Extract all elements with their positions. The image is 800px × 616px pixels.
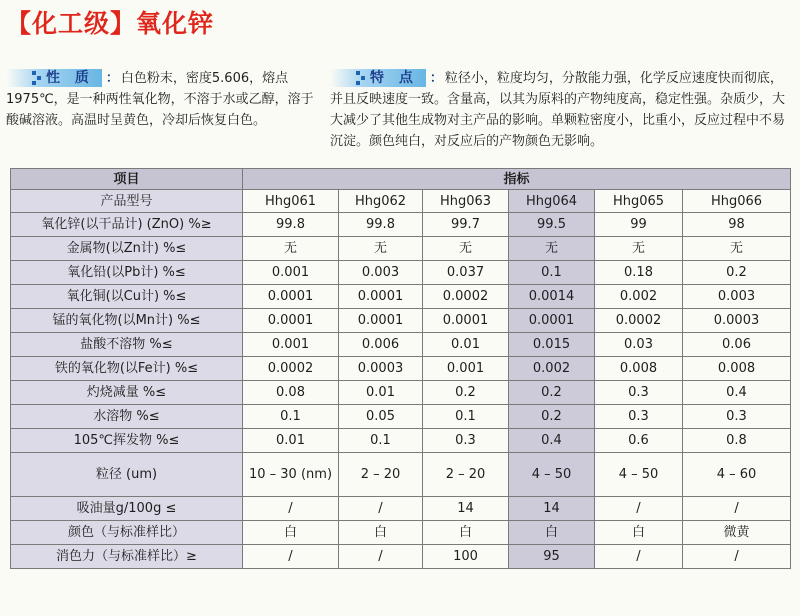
row-label: 氧化铅(以Pb计) %≤ <box>11 261 243 285</box>
properties-section <box>6 68 322 131</box>
value-cell: 99.8 <box>243 213 339 237</box>
table-row <box>11 333 791 357</box>
value-cell: 0.001 <box>423 357 509 381</box>
table-row <box>11 405 791 429</box>
value-cell: / <box>683 545 791 569</box>
value-cell: 微黄 <box>683 521 791 545</box>
value-cell: 无 <box>423 237 509 261</box>
value-cell: 0.002 <box>595 285 683 309</box>
value-cell: 99.8 <box>339 213 423 237</box>
row-label: 盐酸不溶物 %≤ <box>11 333 243 357</box>
value-cell: 0.01 <box>243 429 339 453</box>
table-row <box>11 497 791 521</box>
value-cell: 0.001 <box>243 333 339 357</box>
table-row <box>11 521 791 545</box>
value-cell: 无 <box>339 237 423 261</box>
table-row <box>11 545 791 569</box>
value-cell: 白 <box>509 521 595 545</box>
model-label: 产品型号 <box>11 190 243 213</box>
value-cell: 14 <box>423 497 509 521</box>
row-label: 水溶物 %≤ <box>11 405 243 429</box>
spec-header: 指标 <box>243 169 791 190</box>
features-label: 特 点 <box>370 70 418 86</box>
value-cell: 0.3 <box>423 429 509 453</box>
value-cell: 无 <box>595 237 683 261</box>
value-cell: 0.2 <box>683 261 791 285</box>
table-header-row <box>11 169 791 190</box>
table-row <box>11 309 791 333</box>
value-cell: 95 <box>509 545 595 569</box>
value-cell: 0.05 <box>339 405 423 429</box>
row-label: 吸油量g/100g ≤ <box>11 497 243 521</box>
value-cell: 0.2 <box>509 405 595 429</box>
features-colon: ： <box>429 71 443 86</box>
value-cell: / <box>243 545 339 569</box>
value-cell: 10 – 30 (nm) <box>243 453 339 497</box>
value-cell: 白 <box>243 521 339 545</box>
value-cell: 0.4 <box>683 381 791 405</box>
properties-colon: ： <box>105 71 119 86</box>
value-cell: 0.002 <box>509 357 595 381</box>
value-cell: 0.1 <box>423 405 509 429</box>
features-label-band <box>330 69 426 87</box>
model-cell: Hhg064 <box>509 190 595 213</box>
properties-label-band <box>6 69 102 87</box>
value-cell: 0.0003 <box>683 309 791 333</box>
item-header: 项目 <box>11 169 243 190</box>
features-section <box>330 68 794 152</box>
model-row <box>11 190 791 213</box>
value-cell: 0.0001 <box>339 309 423 333</box>
model-cell: Hhg066 <box>683 190 791 213</box>
table-row <box>11 261 791 285</box>
value-cell: 4 – 50 <box>509 453 595 497</box>
value-cell: 0.01 <box>339 381 423 405</box>
value-cell: 白 <box>339 521 423 545</box>
value-cell: 0.2 <box>423 381 509 405</box>
value-cell: 无 <box>683 237 791 261</box>
value-cell: 0.1 <box>509 261 595 285</box>
value-cell: 100 <box>423 545 509 569</box>
row-label: 消色力（与标准样比）≥ <box>11 545 243 569</box>
model-cell: Hhg065 <box>595 190 683 213</box>
value-cell: 0.001 <box>243 261 339 285</box>
value-cell: 无 <box>509 237 595 261</box>
value-cell: / <box>339 545 423 569</box>
value-cell: 0.0001 <box>423 309 509 333</box>
value-cell: 0.8 <box>683 429 791 453</box>
value-cell: / <box>243 497 339 521</box>
value-cell: 99.5 <box>509 213 595 237</box>
value-cell: 0.003 <box>339 261 423 285</box>
row-label: 氧化铜(以Cu计) %≤ <box>11 285 243 309</box>
value-cell: 0.003 <box>683 285 791 309</box>
row-label: 铁的氧化物(以Fe计) %≤ <box>11 357 243 381</box>
model-cell: Hhg063 <box>423 190 509 213</box>
value-cell: 0.18 <box>595 261 683 285</box>
value-cell: / <box>595 545 683 569</box>
row-label: 氧化锌(以干品计) (ZnO) %≥ <box>11 213 243 237</box>
bullet-squares-icon <box>356 71 365 85</box>
value-cell: 0.4 <box>509 429 595 453</box>
value-cell: 0.1 <box>243 405 339 429</box>
value-cell: 0.0001 <box>243 285 339 309</box>
table-row <box>11 381 791 405</box>
table-row <box>11 237 791 261</box>
table-row <box>11 453 791 497</box>
properties-text: 白色粉末，密度5.606，熔点 1975℃，是一种两性氧化物，不溶于水或乙醇，溶于酸碱溶液。高温时呈黄色，冷却后恢复白色。 <box>6 71 314 128</box>
value-cell: 0.006 <box>339 333 423 357</box>
value-cell: 0.015 <box>509 333 595 357</box>
value-cell: 0.03 <box>595 333 683 357</box>
value-cell: 99.7 <box>423 213 509 237</box>
bullet-squares-icon <box>32 71 41 85</box>
features-text: 粒径小，粒度均匀，分散能力强，化学反应速度快而彻底，并且反映速度一致。含量高，以其为原料的产物纯度高，稳定性强。杂质少，大大减少了其他生成物对主产品的影响。单颗粒密度小，比重小，反应过程中不易沉淀。颜色纯白，对反应后的产物颜色无影响。 <box>330 71 786 149</box>
table-row <box>11 213 791 237</box>
value-cell: 0.0014 <box>509 285 595 309</box>
value-cell: 4 – 60 <box>683 453 791 497</box>
value-cell: 0.0002 <box>595 309 683 333</box>
value-cell: 0.0001 <box>339 285 423 309</box>
page-title: 【化工级】氧化锌 <box>6 9 215 38</box>
value-cell: 0.0003 <box>339 357 423 381</box>
value-cell: 0.0001 <box>243 309 339 333</box>
model-cell: Hhg061 <box>243 190 339 213</box>
value-cell: / <box>595 497 683 521</box>
row-label: 锰的氧化物(以Mn计) %≤ <box>11 309 243 333</box>
properties-label: 性 质 <box>46 70 94 86</box>
value-cell: 99 <box>595 213 683 237</box>
table-row <box>11 285 791 309</box>
row-label: 灼烧减量 %≤ <box>11 381 243 405</box>
value-cell: 0.0002 <box>423 285 509 309</box>
value-cell: 0.3 <box>683 405 791 429</box>
value-cell: 白 <box>595 521 683 545</box>
table-row <box>11 357 791 381</box>
value-cell: 98 <box>683 213 791 237</box>
model-cell: Hhg062 <box>339 190 423 213</box>
table-row <box>11 429 791 453</box>
row-label: 金属物(以Zn计) %≤ <box>11 237 243 261</box>
value-cell: 0.01 <box>423 333 509 357</box>
value-cell: 0.3 <box>595 405 683 429</box>
value-cell: 0.3 <box>595 381 683 405</box>
value-cell: 4 – 50 <box>595 453 683 497</box>
value-cell: 0.037 <box>423 261 509 285</box>
value-cell: 14 <box>509 497 595 521</box>
value-cell: 2 – 20 <box>423 453 509 497</box>
row-label: 105℃挥发物 %≤ <box>11 429 243 453</box>
value-cell: 0.0001 <box>509 309 595 333</box>
value-cell: / <box>339 497 423 521</box>
row-label: 颜色（与标准样比） <box>11 521 243 545</box>
value-cell: 0.008 <box>595 357 683 381</box>
value-cell: 2 – 20 <box>339 453 423 497</box>
value-cell: 0.008 <box>683 357 791 381</box>
value-cell: 0.6 <box>595 429 683 453</box>
value-cell: / <box>683 497 791 521</box>
value-cell: 0.08 <box>243 381 339 405</box>
value-cell: 0.2 <box>509 381 595 405</box>
value-cell: 白 <box>423 521 509 545</box>
value-cell: 0.06 <box>683 333 791 357</box>
value-cell: 0.0002 <box>243 357 339 381</box>
value-cell: 0.1 <box>339 429 423 453</box>
value-cell: 无 <box>243 237 339 261</box>
row-label: 粒径 (um) <box>11 453 243 497</box>
spec-table <box>10 168 791 569</box>
